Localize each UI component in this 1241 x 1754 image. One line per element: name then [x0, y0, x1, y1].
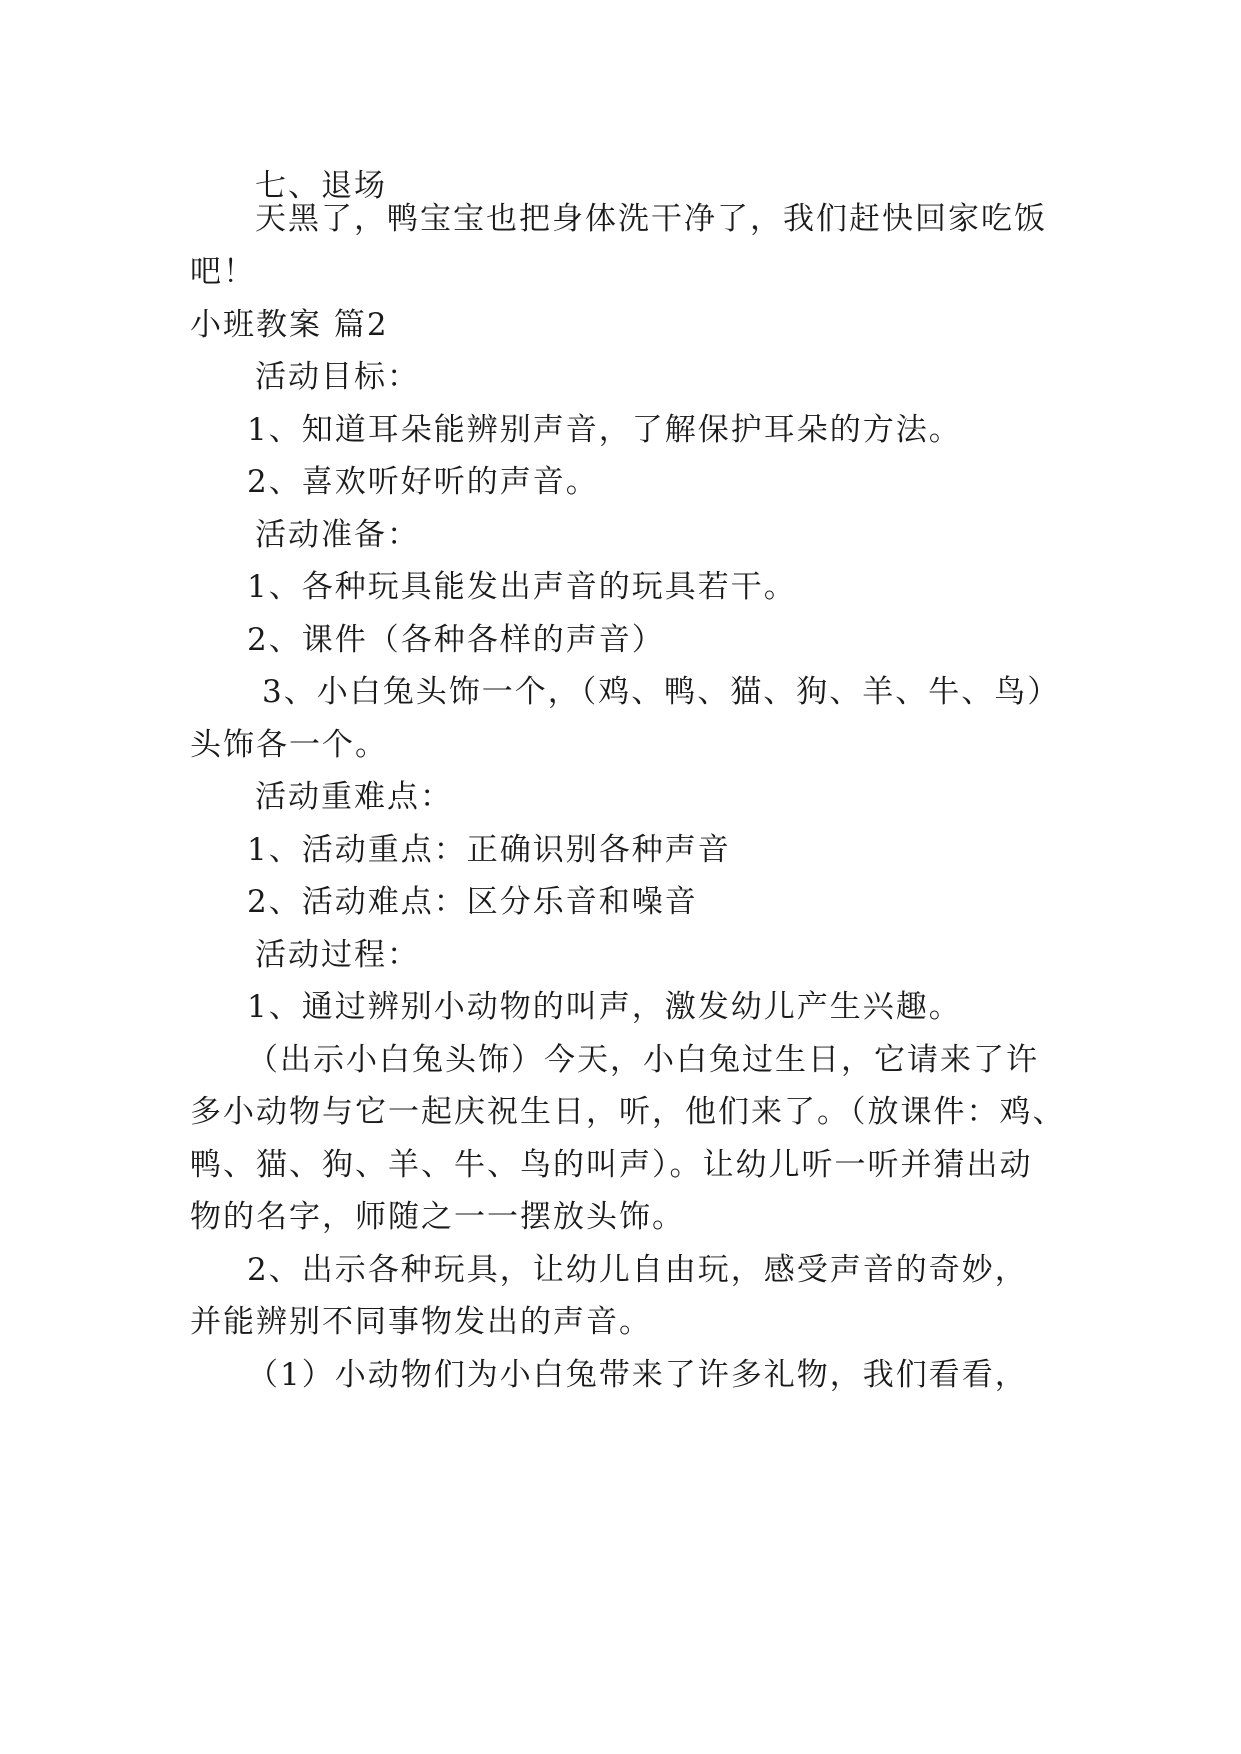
paragraph-line: 并能辨别不同事物发出的声音。 [190, 1304, 652, 1340]
section-heading-preparation: 活动准备： [255, 517, 420, 553]
list-item: 2、活动难点：区分乐音和噪音 [247, 884, 698, 920]
paragraph-line: 物的名字，师随之一一摆放头饰。 [190, 1199, 685, 1235]
list-item: 1、活动重点：正确识别各种声音 [247, 832, 731, 868]
paragraph-line: 天黑了，鸭宝宝也把身体洗干净了，我们赶快回家吃饭 [255, 201, 1047, 237]
list-item: 2、课件（各种各样的声音） [247, 622, 665, 658]
paragraph-line: 多小动物与它一起庆祝生日，听，他们来了。（放课件：鸡、 [190, 1094, 1066, 1130]
lesson-title: 小班教案 篇2 [190, 307, 389, 343]
paragraph-line: （出示小白兔头饰）今天，小白兔过生日，它请来了许 [247, 1042, 1039, 1078]
section-heading-process: 活动过程： [255, 937, 420, 973]
list-item: 1、知道耳朵能辨别声音，了解保护耳朵的方法。 [247, 412, 962, 448]
list-item: 1、各种玩具能发出声音的玩具若干。 [247, 569, 797, 605]
paragraph-line: 吧！ [190, 254, 256, 290]
section-heading-exit: 七、退场 [255, 168, 387, 204]
paragraph-line: 头饰各一个。 [190, 727, 388, 763]
list-item: （1）小动物们为小白兔带来了许多礼物，我们看看， [247, 1357, 1028, 1393]
section-heading-goals: 活动目标： [255, 359, 420, 395]
section-heading-key-points: 活动重难点： [255, 779, 453, 815]
list-item: 3、小白兔头饰一个，（鸡、鸭、猫、狗、羊、牛、鸟） [262, 674, 1061, 710]
paragraph-line: 鸭、猫、狗、羊、牛、鸟的叫声）。让幼儿听一听并猜出动 [190, 1147, 1033, 1183]
list-item: 2、出示各种玩具，让幼儿自由玩，感受声音的奇妙， [247, 1252, 1028, 1288]
list-item: 2、喜欢听好听的声音。 [247, 464, 599, 500]
list-item: 1、通过辨别小动物的叫声，激发幼儿产生兴趣。 [247, 989, 962, 1025]
